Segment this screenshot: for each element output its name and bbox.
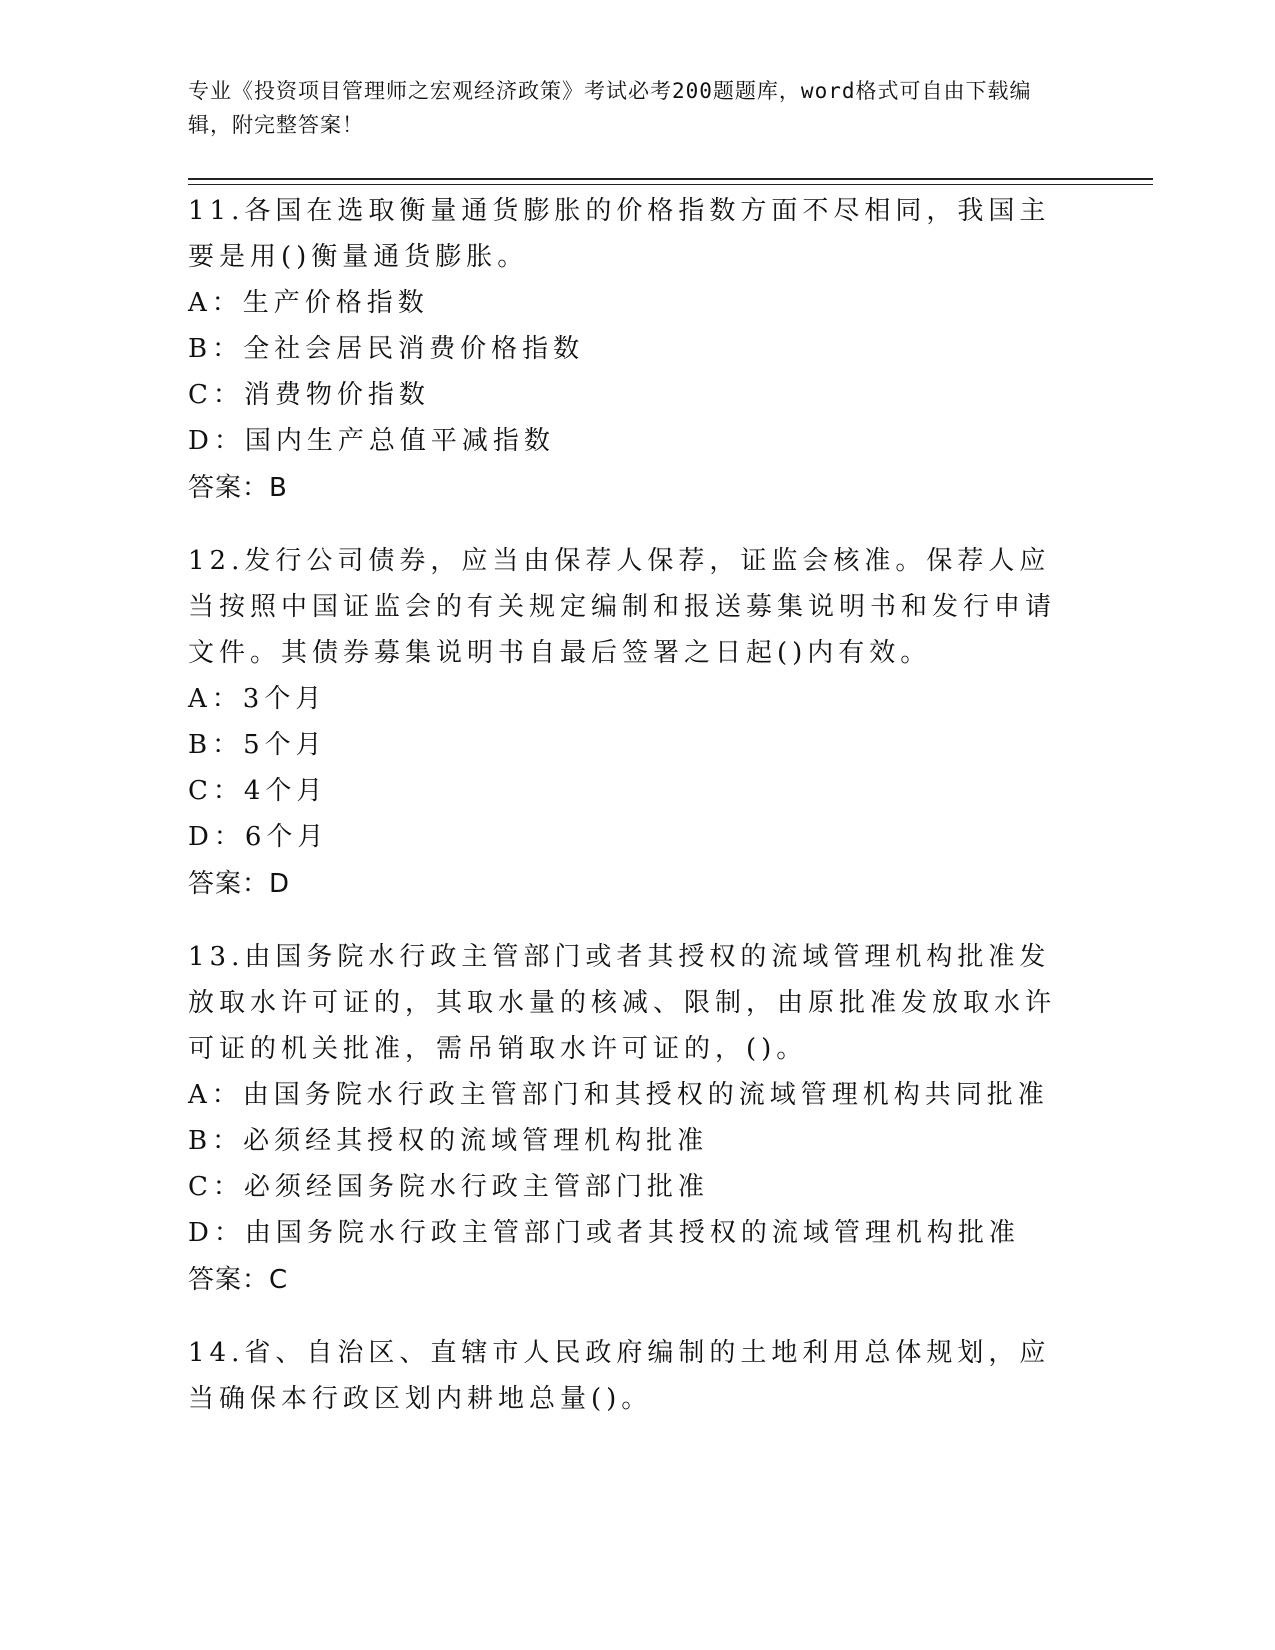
- answer-line: 答案：C: [188, 1265, 289, 1295]
- option-a: A：生产价格指数: [188, 288, 429, 318]
- document-header: 专业《投资项目管理师之宏观经济政策》考试必考200题题库，word格式可自由下载编辑，附完整答案！: [188, 79, 1032, 137]
- option-c: C：4个月: [188, 776, 328, 806]
- question-list: [188, 188, 1078, 1450]
- question-13: [188, 934, 1078, 1302]
- option-a: A：3个月: [188, 684, 327, 714]
- option-c: C：消费物价指数: [188, 380, 430, 410]
- option-d: D：6个月: [188, 822, 329, 852]
- question-14: [188, 1330, 1078, 1422]
- option-d: D：由国务院水行政主管部门或者其授权的流域管理机构批准: [188, 1218, 1020, 1248]
- option-d: D：国内生产总值平减指数: [188, 426, 555, 456]
- header-divider-thick: [188, 178, 1153, 180]
- header-divider-thin: [188, 184, 1153, 185]
- question-12: [188, 538, 1078, 906]
- question-stem: 12.发行公司债券，应当由保荐人保荐，证监会核准。保荐人应当按照中国证监会的有关规定编制和报送募集说明书和发行申请文件。其债券募集说明书自最后签署之日起()内有效。: [188, 546, 1057, 668]
- option-b: B：必须经其授权的流域管理机构批准: [188, 1126, 709, 1156]
- question-11: [188, 188, 1078, 510]
- answer-line: 答案：B: [188, 473, 288, 503]
- answer-line: 答案：D: [188, 869, 291, 899]
- question-stem: 13.由国务院水行政主管部门或者其授权的流域管理机构批准发放取水许可证的，其取水量的核减、限制，由原批准发放取水许可证的机关批准，需吊销取水许可证的，()。: [188, 942, 1057, 1064]
- option-a: A：由国务院水行政主管部门和其授权的流域管理机构共同批准: [188, 1080, 1049, 1110]
- option-b: B：全社会居民消费价格指数: [188, 334, 585, 364]
- question-stem: 14.省、自治区、直辖市人民政府编制的土地利用总体规划，应当确保本行政区划内耕地总量()。: [188, 1338, 1051, 1414]
- question-stem: 11.各国在选取衡量通货膨胀的价格指数方面不尽相同，我国主要是用()衡量通货膨胀。: [188, 196, 1051, 272]
- option-c: C：必须经国务院水行政主管部门批准: [188, 1172, 709, 1202]
- option-b: B：5个月: [188, 730, 327, 760]
